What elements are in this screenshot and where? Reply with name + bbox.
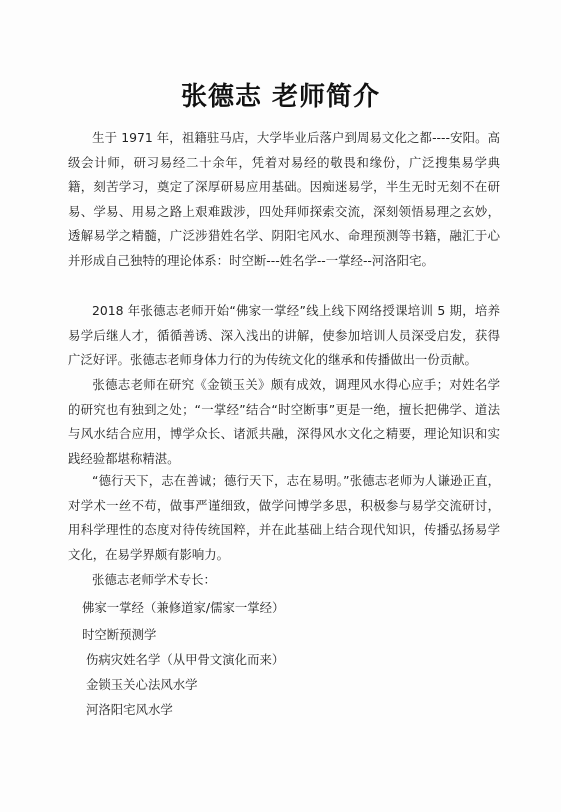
specialties-heading: 张德志老师学术专长： [92, 572, 216, 587]
paragraph-text: “德行天下，志在善诚；德行天下，志在易明。”张德志老师为人谦逊正直，对学术一丝不苟，做事严谨细致，做学问博学多思，积极参与易学交流研讨，用科学理性的态度对待传统国粹，并在此基础上结合现代知识，传播弘扬易学文化，在易学界颇有影响力。 [68, 473, 500, 562]
intro-paragraph-3 [68, 373, 500, 471]
intro-paragraph-4 [68, 469, 500, 567]
paragraph-text: 2018 年张德志老师开始“佛家一掌经”线上线下网络授课培训 5 期，培养易学后继人才，循循善诱、深入浅出的讲解，使参加培训人员深受启发，获得广泛好评。张德志老师身体力行的为传统文化的继承和传播做出一份贡献。 [68, 303, 500, 367]
page-title: 张德志 老师简介 [180, 82, 381, 112]
specialty-item: 河洛阳宅风水学 [86, 702, 173, 717]
specialty-item: 伤病灾姓名学（从甲骨文演化而来） [86, 652, 285, 667]
intro-paragraph-1 [68, 126, 500, 273]
paragraph-text: 张德志老师在研究《金锁玉关》颇有成效，调理风水得心应手；对姓名学的研究也有独到之处；“一掌经”结合“时空断事”更是一绝，擅长把佛学、道法与风水结合应用，博学众长、诸派共融，深得风水文化之精要，理论知识和实践经验都堪称精湛。 [68, 377, 500, 466]
specialty-item: 佛家一掌经（兼修道家/儒家一掌经） [82, 600, 285, 615]
intro-paragraph-2 [68, 299, 500, 373]
paragraph-text: 生于 1971 年，祖籍驻马店，大学毕业后落户到周易文化之都----安阳。高级会计师，研习易经二十余年，凭着对易经的敬畏和缘份，广泛搜集易学典籍，刻苦学习，奠定了深厚研易应用基础。因痴迷易学，半生无时无刻不在研易、学易、用易之路上艰难跋涉，四处拜师探索交流，深刻领悟易理之玄妙，透解易学之精髓，广泛涉猎姓名学、阴阳宅风水、命理预测等书籍，融汇于心并形成自己独特的理论体系：时空断---姓名学--一掌经--河洛阳宅。 [68, 130, 500, 268]
specialty-item: 时空断预测学 [82, 627, 157, 642]
specialty-item: 金锁玉关心法风水学 [86, 677, 198, 692]
